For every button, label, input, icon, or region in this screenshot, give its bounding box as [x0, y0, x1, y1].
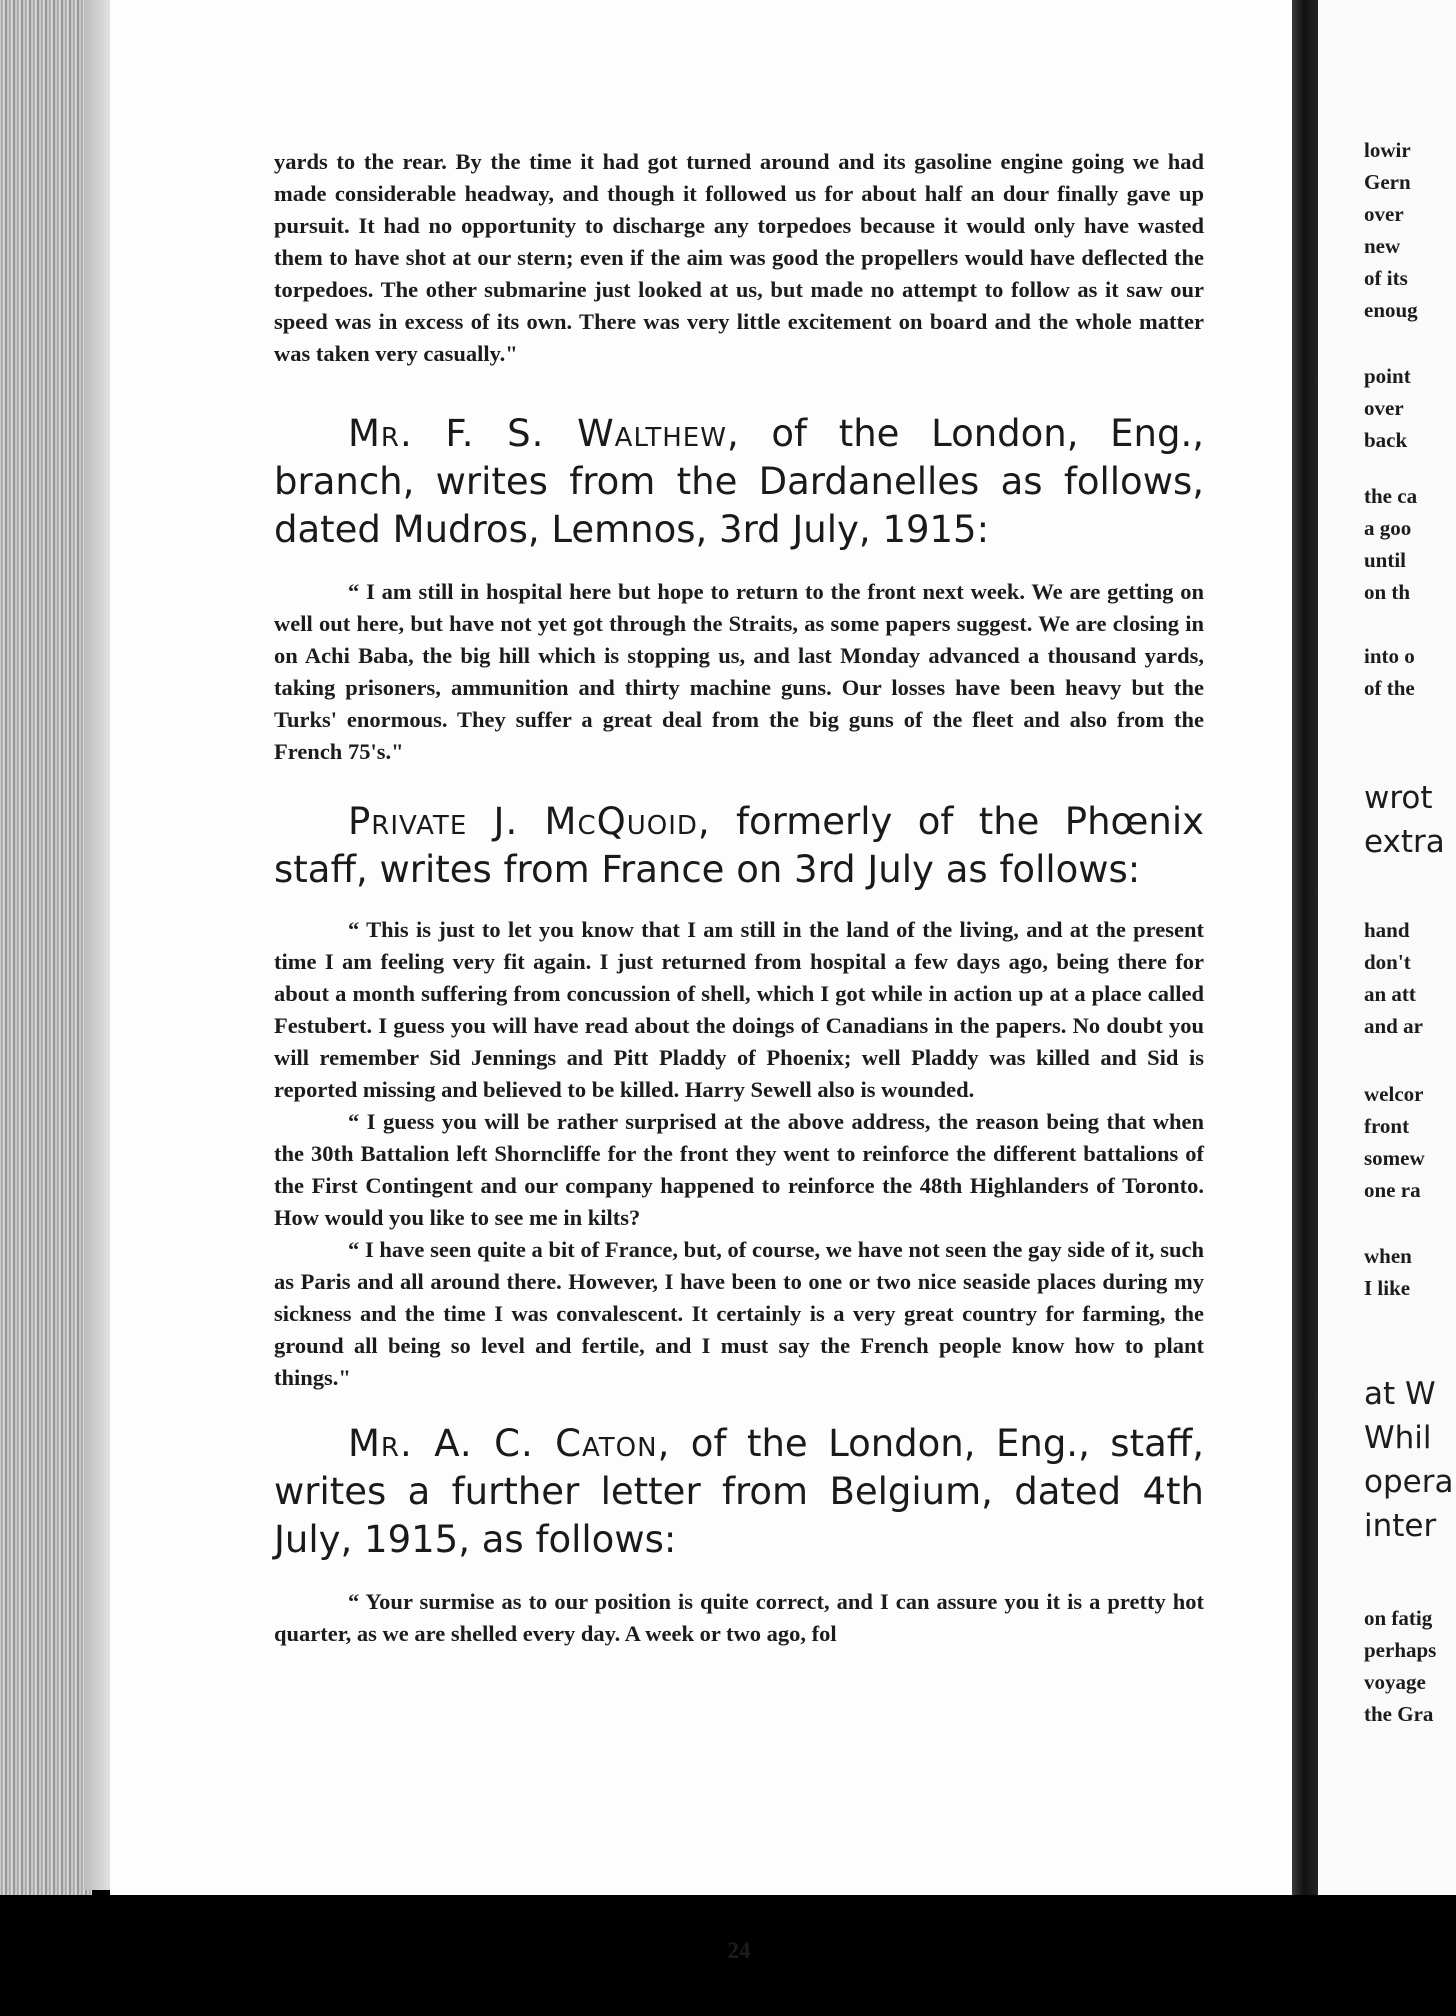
- facing-line: new: [1364, 234, 1401, 258]
- page-number: 24: [727, 1938, 751, 1963]
- facing-heading: Whil: [1364, 1420, 1432, 1456]
- facing-line: back: [1364, 428, 1408, 452]
- facing-line: voyage: [1364, 1670, 1426, 1694]
- facing-line: over: [1364, 202, 1404, 226]
- facing-line: into o: [1364, 644, 1415, 668]
- section-heading-mcquoid: [274, 798, 1204, 894]
- facing-heading: opera: [1364, 1464, 1454, 1500]
- heading-text: of the London, Eng., staff, writes a further letter from Belgium, dated 4th July, 1915, as follows:: [274, 1422, 1205, 1561]
- facing-line: lowir: [1364, 138, 1411, 162]
- section-heading-caton: [274, 1420, 1204, 1564]
- letter-paragraph: “ I am still in hospital here but hope to return to the front next week. We are getting on well out here, but have not yet got through the Straits, as some papers suggest. We are closing in on Achi Baba, the big hill which is stopping us, and last Monday advanced a thousand yards, taking prisoners, ammunition and thirty machine guns. Our losses have been heavy but the Turks' enormous. They suffer a great deal from the big guns of the fleet and also from the French 75's.": [274, 579, 1204, 764]
- facing-line: don't: [1364, 950, 1411, 974]
- page-content: [274, 146, 1205, 1963]
- facing-line: of its: [1364, 266, 1408, 290]
- facing-line: until: [1364, 548, 1407, 572]
- page-edge-stack: [0, 0, 92, 2016]
- facing-line: Gern: [1364, 170, 1411, 194]
- facing-line: the ca: [1364, 484, 1418, 508]
- facing-line: a goo: [1364, 516, 1412, 540]
- heading-text: formerly of the Phœnix staff, writes from France on 3rd July as follows:: [274, 800, 1204, 891]
- facing-line: on fatig: [1364, 1606, 1433, 1630]
- heading-name: Mr. F. S. Walthew,: [348, 412, 740, 455]
- heading-name: Mr. A. C. Caton,: [348, 1422, 671, 1465]
- facing-line: enoug: [1364, 298, 1418, 322]
- facing-heading: extra: [1364, 824, 1445, 860]
- facing-heading: inter: [1364, 1508, 1437, 1544]
- facing-line: the Gra: [1364, 1702, 1434, 1726]
- opening-paragraph: yards to the rear. By the time it had got turned around and its gasoline engine going we had made considerable headway, and though it followed us for about half an dour finally gave up pursuit. It had no opportunity to discharge any torpedoes because it would only have wasted them to have shot at our stern; even if the aim was good the propellers would have deflected the torpedoes. The other submarine just looked at us, but made no attempt to follow as it saw our speed was in excess of its own. There was very little excitement on board and the whole matter was taken very casually.": [274, 149, 1204, 366]
- facing-line: over: [1364, 396, 1404, 420]
- letter-paragraph: “ I guess you will be rather surprised at the above address, the reason being that when the 30th Battalion left Shorncliffe for the front they went to reinforce the different battalions of the First Contingent and our company happened to reinforce the 48th Highlanders of Toronto. How would you like to see me in kilts?: [274, 1109, 1204, 1230]
- facing-line: when: [1364, 1244, 1412, 1268]
- section-heading-walthew: [274, 410, 1204, 554]
- facing-line: somew: [1364, 1146, 1425, 1170]
- facing-heading: at W: [1364, 1376, 1436, 1412]
- facing-line: and ar: [1364, 1014, 1423, 1038]
- facing-line: an att: [1364, 982, 1416, 1006]
- letter-paragraph: “ I have seen quite a bit of France, but, of course, we have not seen the gay side of it, such as Paris and all around there. However, I have been to one or two nice seaside places during my sickness and the time I was convalescent. It certainly is a very great country for farming, the ground all being so level and fertile, and I must say the French people know how to plant things.": [274, 1237, 1204, 1390]
- facing-line: one ra: [1364, 1178, 1421, 1202]
- heading-name: Private J. McQuoid,: [348, 800, 711, 843]
- facing-line: front: [1364, 1114, 1410, 1138]
- facing-line: welcor: [1364, 1082, 1424, 1106]
- facing-heading: wrot: [1364, 780, 1433, 816]
- facing-page: [1318, 0, 1456, 1895]
- facing-line: of the: [1364, 676, 1415, 700]
- facing-line: I like: [1364, 1276, 1411, 1300]
- facing-line: perhaps: [1364, 1638, 1437, 1662]
- facing-line: hand: [1364, 918, 1410, 942]
- facing-line: on th: [1364, 580, 1411, 604]
- heading-text: of the London, Eng., branch, writes from the Dardanelles as follows, dated Mudros, Lemnos, 3rd July, 1915:: [274, 412, 1204, 551]
- letter-paragraph: “ This is just to let you know that I am still in the land of the living, and at the present time I am feeling very fit again. I just returned from hospital a few days ago, being there for about a month suffering from concussion of shell, which I got while in action up at a place called Festubert. I guess you will have read about the doings of Canadians in the papers. No doubt you will remember Sid Jennings and Pitt Pladdy of Phoenix; well Pladdy was killed and Sid is reported missing and believed to be killed. Harry Sewell also is wounded.: [274, 917, 1204, 1102]
- letter-paragraph: “ Your surmise as to our position is quite correct, and I can assure you it is a pretty hot quarter, as we are shelled every day. A week or two ago, fol: [274, 1589, 1204, 1646]
- facing-line: point: [1364, 364, 1411, 388]
